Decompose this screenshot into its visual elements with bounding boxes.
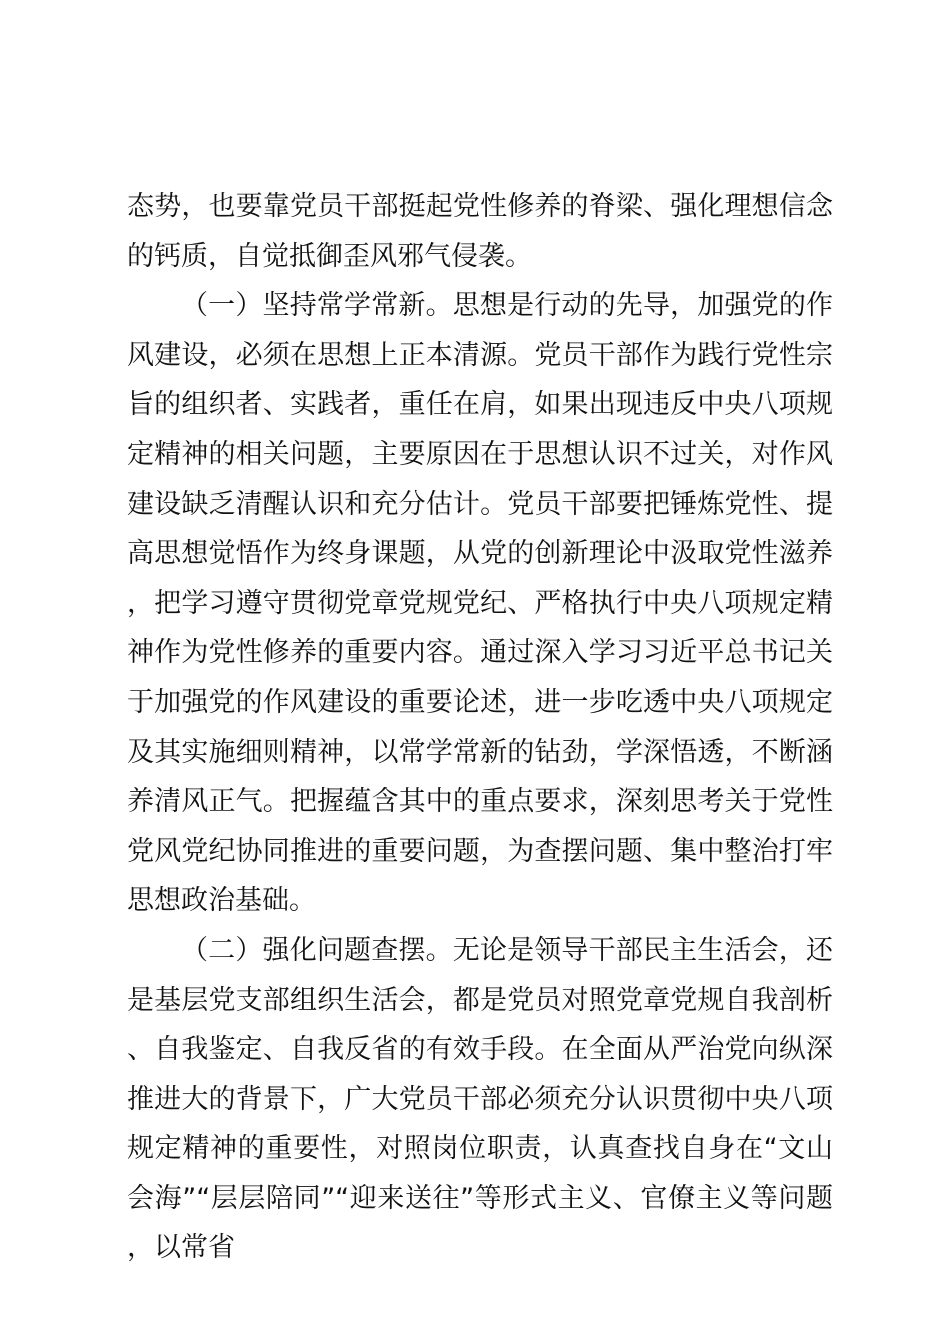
- paragraph-section-two: （二）强化问题查摆。无论是领导干部民主生活会，还是基层党支部组织生活会，都是党员对照党章党规自我剖析、自我鉴定、自我反省的有效手段。在全面从严治党向纵深推进大的背景下，广大党员干部必须充分认识贯彻中央八项规定精神的重要性，对照岗位职责，认真查找自身在“文山会海”“层层陪同”“迎来送往”等形式主义、官僚主义等问题，以常省: [127, 934, 833, 1264]
- paragraph-continuation: 态势，也要靠党员干部挺起党性修养的脊梁、强化理想信念的钙质，自觉抵御歪风邪气侵袭。: [127, 191, 833, 272]
- paragraph-section-one: （一）坚持常学常新。思想是行动的先导，加强党的作风建设，必须在思想上正本清源。党员干部作为践行党性宗旨的组织者、实践者，重任在肩，如果出现违反中央八项规定精神的相关问题，主要原因在于思想认识不过关，对作风建设缺乏清醒认识和充分估计。党员干部要把锤炼党性、提高思想觉悟作为终身课题，从党的创新理论中汲取党性滋养，把学习遵守贯彻党章党规党纪、严格执行中央八项规定精神作为党性修养的重要内容。通过深入学习习近平总书记关于加强党的作风建设的重要论述，进一步吃透中央八项规定及其实施细则精神，以常学常新的钻劲，学深悟透，不断涵养清风正气。把握蕴含其中的重点要求，深刻思考关于党性党风党纪协同推进的重要问题，为查摆问题、集中整治打牢思想政治基础。: [127, 290, 833, 917]
- document-body: [127, 182, 833, 1273]
